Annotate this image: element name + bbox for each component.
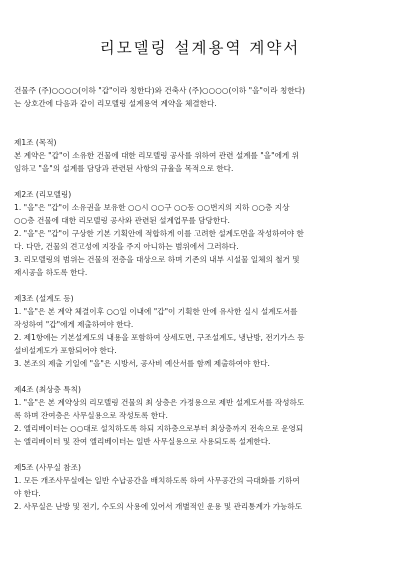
document-body xyxy=(14,84,386,513)
document-title: 리모델링 설계용역 계약서 xyxy=(99,39,301,57)
article-line: 3. 본조의 제출 기일에 "을"은 시방서, 공사비 예산서를 함께 제출하여야 한다. xyxy=(14,359,270,368)
article-title: 제4조 (최상층 특칙) xyxy=(14,385,81,394)
article-title: 제2조 (리모델링) xyxy=(14,190,72,199)
article-title: 제5조 (사무실 참조) xyxy=(14,463,81,472)
article-line: 작성하여 "갑"에게 제출하여야 한다. xyxy=(14,320,134,329)
article-line: 재시공을 하도록 한다. xyxy=(14,268,88,277)
intro-line: 는 상호간에 다음과 같이 리모델링 설계용역 계약을 체결한다. xyxy=(14,99,217,108)
article-line: 록 하며 잔여층은 사무실용으로 작성토록 한다. xyxy=(14,411,168,420)
article-line: 다. 다만, 건물의 견고성에 지장을 주지 아니하는 범위에서 그러하다. xyxy=(14,242,239,251)
article-3 xyxy=(14,292,386,370)
article-line: 1. "을"은 "갑"이 소유권을 보유한 ○○시 ○○구 ○○동 ○○번지의 지하 ○○층 지상 xyxy=(14,203,290,212)
article-title: 제1조 (목적) xyxy=(14,138,57,147)
article-4 xyxy=(14,383,386,448)
article-line: 야 한다. xyxy=(14,489,41,498)
article-line: 1. "을"은 본 계약 체결이후 ○○일 이내에 "갑"이 기획한 안에 유사한 실시 설계도서를 xyxy=(14,307,298,316)
article-line: 1. 모든 개조사무실에는 일반 수납공간을 배치하도록 하여 사무공간의 극대화를 기하여 xyxy=(14,476,300,485)
article-line: 2. 엘리베이터는 ○○대로 설치하도록 하되 지하층으로부터 최상층까지 전속으로 운영되 xyxy=(14,424,304,433)
article-line: 1. "을"은 본 계약상의 리모델링 건물의 최 상층은 가정용으로 제반 설계도서를 작성하도 xyxy=(14,398,305,407)
article-1 xyxy=(14,136,386,175)
article-5 xyxy=(14,461,386,513)
article-line: ○○층 건물에 대한 리모델링 공사와 관련된 설계업무를 담당한다. xyxy=(14,216,230,225)
intro-line: 건물주 (주)○○○○(이하 "갑"이라 칭한다)와 건축사 (주)○○○○(이하 "을"이라 칭한다) xyxy=(14,86,305,95)
article-line: 설비설계도가 포함되어야 한다. xyxy=(14,346,117,355)
article-line: 임하고 "을"의 설계를 담당과 관련된 사항의 규율을 목적으로 한다. xyxy=(14,164,234,173)
article-line: 는 엘리베이터 및 잔여 엘리베이터는 일반 사무실용으로 사용되도록 설계한다. xyxy=(14,437,271,446)
article-line: 본 계약은 "갑"이 소유한 건물에 대한 리모델링 공사를 위하여 관련 설계를 "을"에게 위 xyxy=(14,151,300,160)
article-line: 3. 리모델링의 범위는 건물의 전층을 대상으로 하며 기존의 내부 시설물 일체의 철거 및 xyxy=(14,255,300,264)
article-2 xyxy=(14,188,386,279)
article-line: 2. "을"은 "갑"이 구상한 기본 기획안에 적합하게 이를 고려한 설계도면을 작성하여야 한 xyxy=(14,229,304,238)
article-line: 2. 사무실은 난방 및 전기, 수도의 사용에 있어서 개별적인 운용 및 관리통계가 가능하도 xyxy=(14,502,303,511)
article-line: 2. 제1항에는 기본설계도의 내용을 포함하여 상세도면, 구조설계도, 냉난방, 전기가스 등 xyxy=(14,333,305,342)
article-title: 제3조 (설계도 등) xyxy=(14,294,74,303)
